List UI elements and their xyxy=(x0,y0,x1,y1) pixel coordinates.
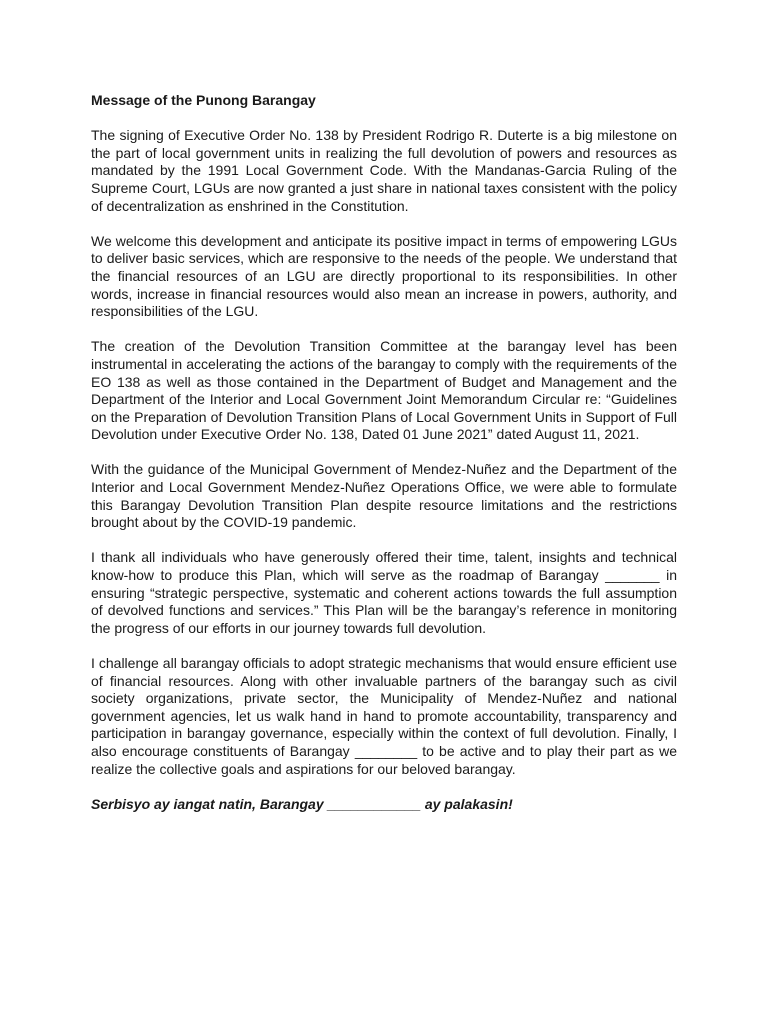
closing-slogan: Serbisyo ay iangat natin, Barangay ____________ ay palakasin! xyxy=(91,795,513,812)
message-heading: Message of the Punong Barangay xyxy=(91,92,316,108)
paragraph-guidance: With the guidance of the Municipal Government of Mendez-Nuñez and the Department of the Interior and Local Government Mendez-Nuñez Operations Office, we were able to formulate this Barangay Devolution Transition Plan despite resource limitations and the restrictions brought about by the COVID-19 pandemic. xyxy=(91,461,677,531)
paragraph-thanks: I thank all individuals who have generously offered their time, talent, insights and technical know-how to produce this Plan, which will serve as the roadmap of Barangay _______ in ensuring “strategic perspective, systematic and coherent actions towards the full assumption of devolved functions and services.” This Plan will be the barangay’s reference in monitoring the progress of our efforts in our journey towards full devolution. xyxy=(91,549,677,636)
paragraph-transition-committee: The creation of the Devolution Transition Committee at the barangay level has been instrumental in accelerating the actions of the barangay to comply with the requirements of the EO 138 as well as those contained in the Department of Budget and Management and the Department of the Interior and Local Government Joint Memorandum Circular re: “Guidelines on the Preparation of Devolution Transition Plans of Local Government Units in Support of Full Devolution under Executive Order No. 138, Dated 01 June 2021” dated August 11, 2021. xyxy=(91,338,677,443)
paragraph-welcome: We welcome this development and anticipate its positive impact in terms of empowering LGUs to deliver basic services, which are responsive to the needs of the people. We understand that the financial resources of an LGU are directly proportional to its responsibilities. In other words, increase in financial resources would also mean an increase in powers, authority, and responsibilities of the LGU. xyxy=(91,232,677,320)
paragraph-challenge: I challenge all barangay officials to adopt strategic mechanisms that would ensure efficient use of financial resources. Along with other invaluable partners of the barangay such as civil society organizations, private sector, the Municipality of Mendez-Nuñez and national government agencies, let us walk hand in hand to promote accountability, transparency and participation in barangay governance, especially within the context of full devolution. Finally, I also encourage constituents of Barangay ________ to be active and to play their part as we realize the collective goals and aspirations for our beloved barangay. xyxy=(91,655,677,777)
paragraph-eo-138: The signing of Executive Order No. 138 by President Rodrigo R. Duterte is a big milestone on the part of local government units in realizing the full devolution of powers and resources as mandated by the 1991 Local Government Code. With the Mandanas-Garcia Ruling of the Supreme Court, LGUs are now granted a just share in national taxes consistent with the policy of decentralization as enshrined in the Constitution. xyxy=(91,127,677,214)
document-body xyxy=(91,92,677,813)
